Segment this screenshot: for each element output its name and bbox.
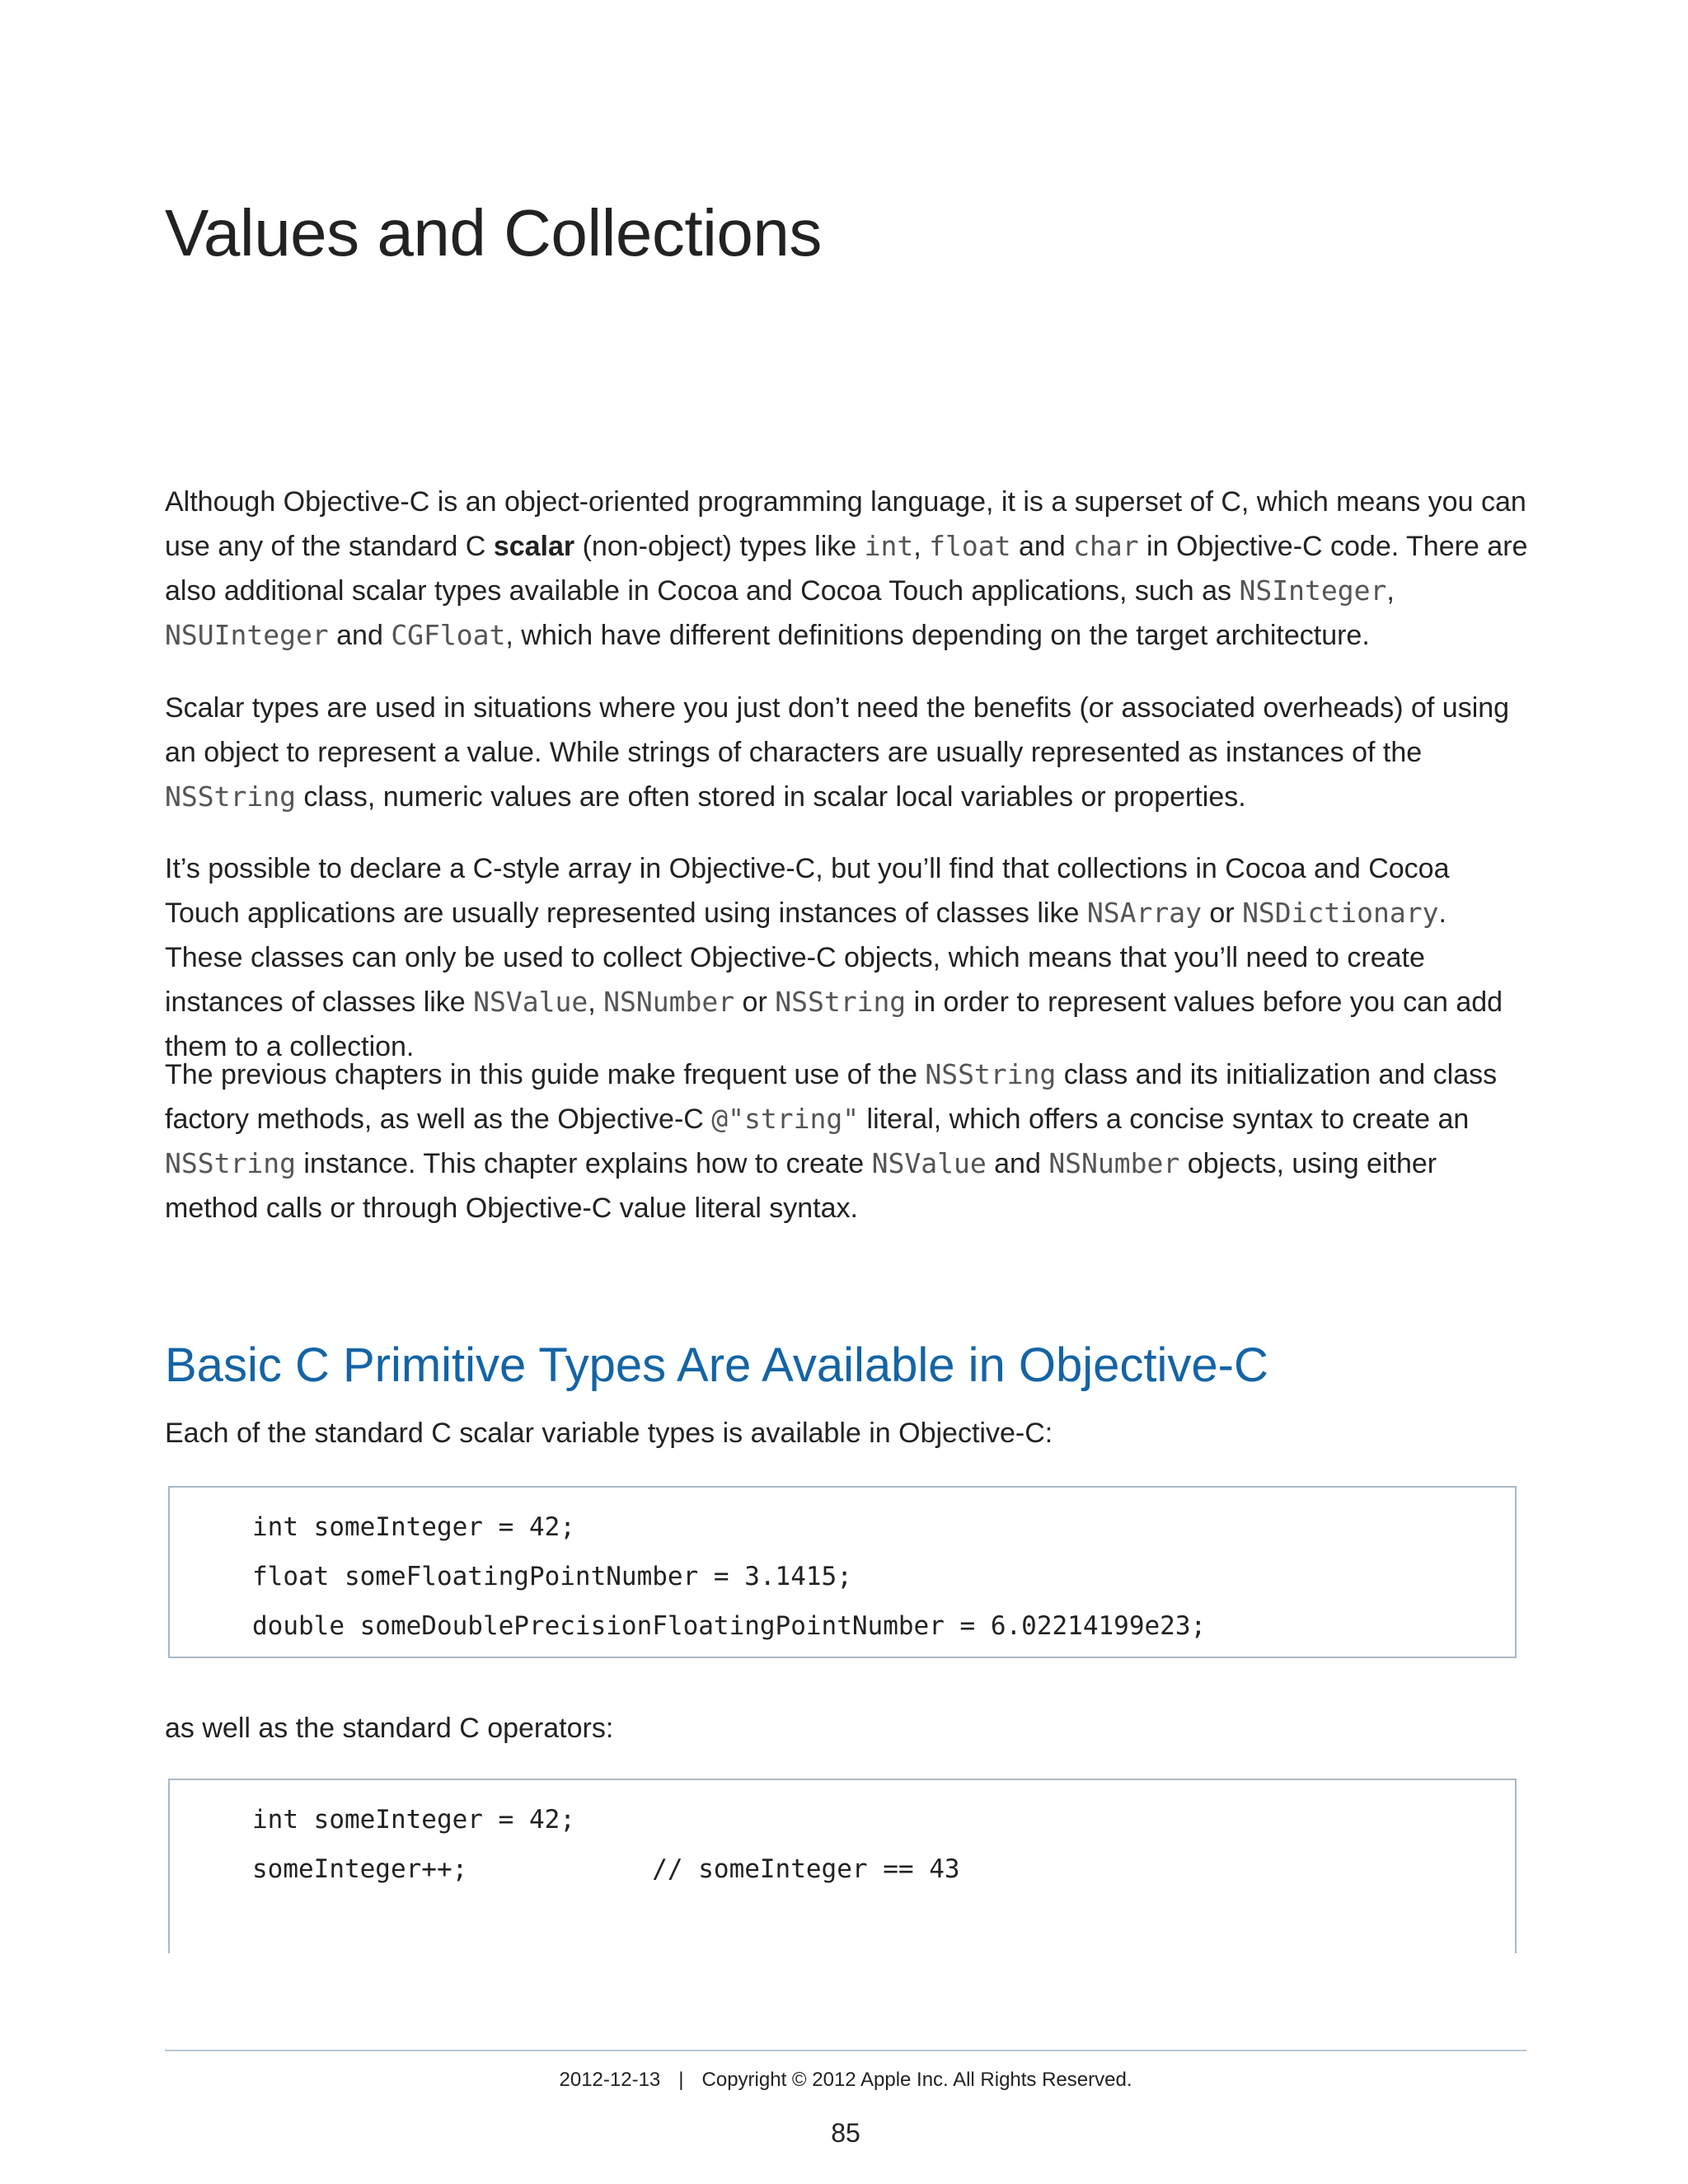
text-run: ,: [588, 987, 604, 1018]
text-run: ,: [913, 531, 930, 562]
code-listing-operators: [168, 1779, 1517, 1953]
code-nsstring: NSString: [925, 1058, 1057, 1090]
text-run: class and its initialization and class factory methods, as well as the Objective-C: [165, 1059, 1498, 1135]
code-nsdictionary: NSDictionary: [1242, 897, 1439, 929]
code-line: int someInteger = 42;: [252, 1805, 575, 1835]
code-nsuinteger: NSUInteger: [165, 619, 329, 651]
code-line: float someFloatingPointNumber = 3.1415;: [252, 1562, 852, 1591]
code-nsvalue: NSValue: [473, 986, 588, 1018]
footer-divider: [165, 2050, 1526, 2051]
paragraph-collections: [165, 846, 1530, 1069]
code-lines: [252, 1795, 960, 1894]
text-run: (non-object) types like: [574, 531, 865, 562]
paragraph-chapter-overview: [165, 1052, 1530, 1230]
code-nsstring: NSString: [775, 986, 907, 1018]
chapter-title: Values and Collections: [165, 196, 822, 269]
code-nsnumber: NSNumber: [603, 986, 735, 1018]
text-run: literal, which offers a concise syntax to create an: [859, 1104, 1470, 1135]
page-number: 85: [831, 2118, 860, 2148]
text-run: and: [328, 620, 392, 651]
code-nsstring: NSString: [165, 780, 296, 813]
text-run: or: [734, 987, 776, 1018]
text-run: and: [1010, 531, 1074, 562]
text-run: . These classes can only be used to collect Objective-C objects, which means that you’ll need to create instances of classes like: [165, 898, 1447, 1018]
code-string-literal: @"string": [711, 1103, 860, 1135]
code-lines: [252, 1502, 1206, 1651]
code-nsstring: NSString: [165, 1147, 296, 1179]
code-char: char: [1073, 530, 1139, 562]
code-cgfloat: CGFloat: [391, 619, 506, 651]
text-run: ,: [1386, 575, 1395, 607]
paragraph-scalar-usage: [165, 686, 1530, 819]
footer-copyright: Copyright © 2012 Apple Inc. All Rights Reserved.: [701, 2069, 1132, 2091]
text-run: It’s possible to declare a C-style array in Objective-C, but you’ll find that collections in Cocoa and Cocoa Touch applications are usually represented using instances of classes like: [165, 853, 1450, 929]
section-intro-operators: as well as the standard C operators:: [165, 1713, 614, 1744]
text-run: Although Objective-C is an object-oriented programming language, it is a superset of C, which means you can use any of the standard C: [165, 486, 1526, 562]
footer: [165, 2067, 1526, 2093]
text-run: Scalar types are used in situations where you just don’t need the benefits (or associated overheads) of using an object to represent a value. While strings of characters are usually represented as instances of the: [165, 692, 1510, 768]
code-float: float: [929, 530, 1011, 562]
text-run: instance. This chapter explains how to create: [295, 1148, 872, 1179]
footer-separator: |: [678, 2069, 684, 2091]
code-line: double someDoublePrecisionFloatingPointNumber = 6.02214199e23;: [252, 1611, 1207, 1641]
code-line: someInteger++; // someInteger == 43: [252, 1854, 960, 1884]
text-run: objects, using either method calls or through Objective-C value literal syntax.: [165, 1148, 1437, 1224]
footer-date: 2012-12-13: [559, 2069, 661, 2091]
text-run: The previous chapters in this guide make frequent use of the: [165, 1059, 926, 1090]
code-listing-scalars: [168, 1486, 1517, 1658]
text-run: in Objective-C code. There are also additional scalar types available in Cocoa and Cocoa Touch applications, such as: [165, 531, 1528, 607]
code-nsnumber: NSNumber: [1048, 1147, 1180, 1179]
code-line: int someInteger = 42;: [252, 1512, 575, 1542]
emphasis-scalar: scalar: [493, 531, 575, 562]
paragraph-scalar-types: [165, 480, 1530, 658]
text-run: in order to represent values before you can add them to a collection.: [165, 987, 1503, 1062]
text-run: , which have different definitions depending on the target architecture.: [505, 620, 1370, 651]
code-nsinteger: NSInteger: [1239, 574, 1387, 607]
section-heading: Basic C Primitive Types Are Available in Objective-C: [165, 1338, 1268, 1392]
code-nsarray: NSArray: [1086, 897, 1202, 929]
code-int: int: [864, 530, 914, 562]
text-run: and: [986, 1148, 1049, 1179]
section-intro-scalar: Each of the standard C scalar variable types is available in Objective-C:: [165, 1418, 1053, 1449]
code-nsvalue: NSValue: [871, 1147, 987, 1179]
text-run: class, numeric values are often stored in scalar local variables or properties.: [295, 781, 1246, 813]
text-run: or: [1201, 898, 1243, 929]
